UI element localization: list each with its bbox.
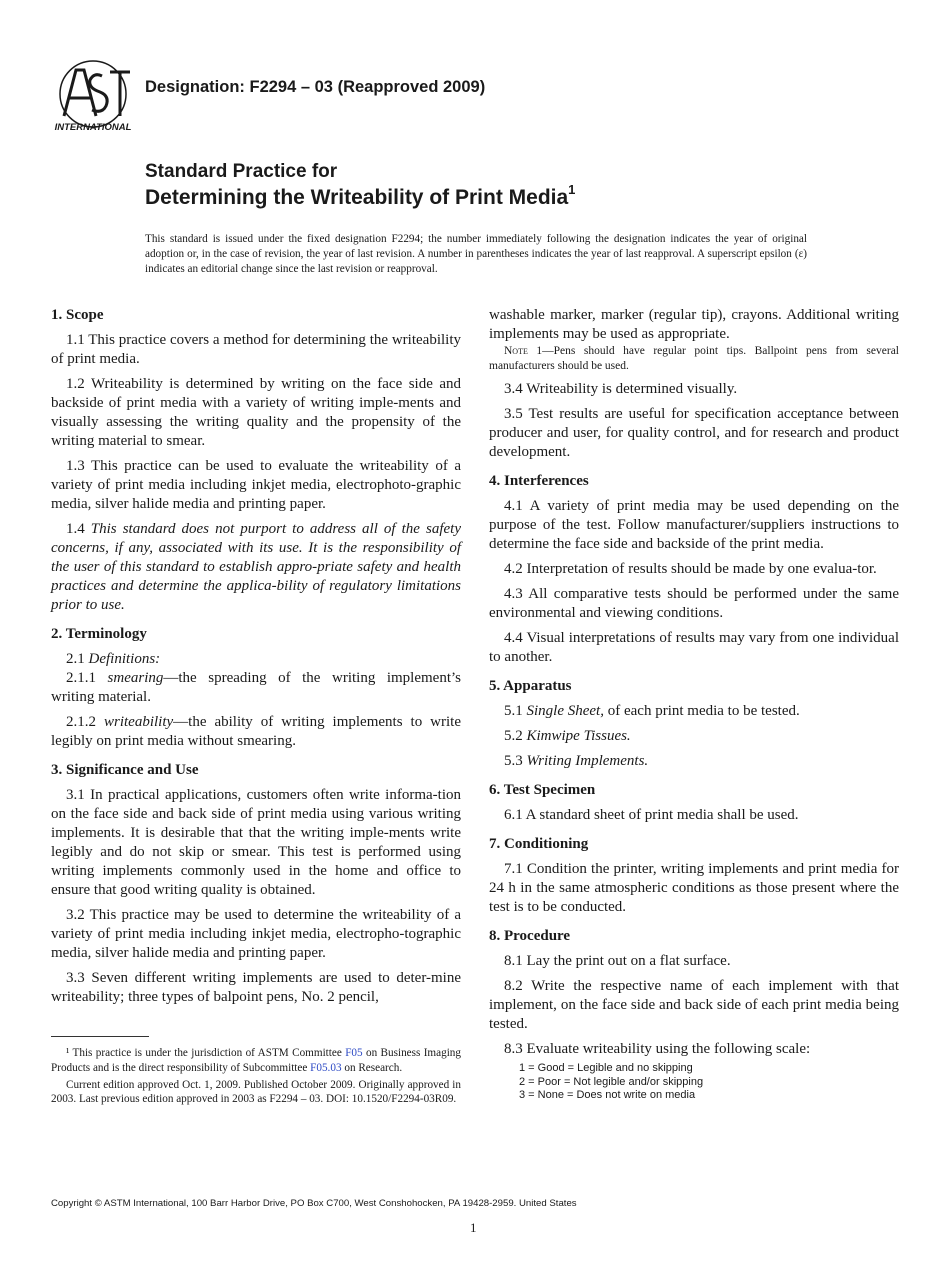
paragraph: 1.3 This practice can be used to evaluate the writeability of a variety of print media including inkjet media, electrophoto-graphic media, silver halide media and printing paper. xyxy=(51,458,461,512)
footnote-rule xyxy=(51,1036,149,1037)
title-line-2 xyxy=(145,184,575,210)
subcommittee-link[interactable]: F05.03 xyxy=(310,1061,342,1074)
paragraph: 7.1 Condition the printer, writing implements and print media for 24 h in the same atmospheric conditions as those present where the test is to be conducted. xyxy=(489,861,899,915)
designation: Designation: F2294 – 03 (Reapproved 2009) xyxy=(145,78,486,96)
section-heading: 7. Conditioning xyxy=(489,836,589,852)
paragraph: 3.2 This practice may be used to determine the writeability of a variety of print media including inkjet media, electropho-tographic media, silver halide media and printing paper. xyxy=(51,907,461,961)
section-heading: 6. Test Specimen xyxy=(489,782,596,798)
intro-paragraph: This standard is issued under the fixed designation F2294; the number immediately following the designation indicates the year of original adoption or, in the case of revision, the year of last revision. A number in parentheses indicates the year of last reapproval. A superscript epsilon (ε) indicates an editorial change since the last revision or reapproval. xyxy=(145,233,807,275)
paragraph: 5.2 Kimwipe Tissues. xyxy=(504,728,631,744)
paragraph: 1.4 This standard does not purport to address all of the safety concerns, if any, associated with its use. It is the responsibility of the user of this standard to establish appro-priate safety and health practices and determine the applica-bility of regulatory limitations prior to use. xyxy=(51,521,461,613)
logo-text: INTERNATIONAL xyxy=(54,122,132,132)
paragraph: 3.3 Seven different writing implements are used to deter-mine writeability; three types of balpoint pens, No. 2 pencil, xyxy=(51,970,461,1005)
rating-scale xyxy=(489,1062,899,1103)
scale-item: 3 = None = Does not write on media xyxy=(519,1089,696,1101)
footnotes xyxy=(51,1046,461,1109)
astm-logo xyxy=(50,58,136,132)
title-line-1: Standard Practice for xyxy=(145,161,338,182)
paragraph: 2.1.1 smearing—the spreading of the writing implement’s writing material. xyxy=(51,670,462,705)
paragraph: 4.1 A variety of print media may be used depending on the purpose of the test. Follow manufacturer/suppliers instructions to determine the face side and backside of the print media. xyxy=(489,498,899,552)
paragraph: 8.2 Write the respective name of each implement with that implement, on the face side and back side of each print media being tested. xyxy=(489,978,899,1032)
left-column xyxy=(51,306,461,1013)
note: Note 1—Pens should have regular point tips. Ballpoint pens from several manufacturers should be used. xyxy=(489,345,899,372)
paragraph: 8.3 Evaluate writeability using the following scale: xyxy=(504,1041,811,1057)
scale-item: 1 = Good = Legible and no skipping xyxy=(519,1062,693,1074)
footnote-1: ¹ This practice is under the jurisdiction of ASTM Committee F05 on Business Imaging Products and is the direct responsibility of Subcommittee F05.03 on Research. xyxy=(51,1047,461,1074)
section-heading: 5. Apparatus xyxy=(489,678,572,694)
paragraph: 8.1 Lay the print out on a flat surface. xyxy=(504,953,731,969)
paragraph: 5.1 Single Sheet, of each print media to be tested. xyxy=(504,703,800,719)
paragraph: 3.5 Test results are useful for specification acceptance between producer and user, for quality control, and for research and product development. xyxy=(489,406,899,460)
section-heading: 2. Terminology xyxy=(51,626,147,642)
section-heading: 3. Significance and Use xyxy=(51,762,199,778)
paragraph: 4.4 Visual interpretations of results may vary from one individual to another. xyxy=(489,630,899,665)
paragraph: 1.2 Writeability is determined by writing on the face side and backside of print media with a variety of writing imple-ments and visually assessing the writing quality and the propensity of the writing material to smear. xyxy=(51,376,461,449)
paragraph: 2.1.2 writeability—the ability of writing implements to write legibly on print media without smearing. xyxy=(51,714,461,749)
copyright: Copyright © ASTM International, 100 Barr Harbor Drive, PO Box C700, West Conshohocken, PA 19428-2959. United States xyxy=(51,1198,577,1209)
paragraph: 4.3 All comparative tests should be performed under the same environmental and viewing conditions. xyxy=(489,586,899,621)
right-column xyxy=(489,306,899,1103)
committee-link[interactable]: F05 xyxy=(345,1047,363,1059)
paragraph: 3.4 Writeability is determined visually. xyxy=(504,381,738,397)
section-heading: 1. Scope xyxy=(51,307,104,323)
paragraph: 2.1 Definitions: xyxy=(66,651,161,667)
paragraph: 4.2 Interpretation of results should be made by one evalua-tor. xyxy=(504,561,877,577)
section-heading: 8. Procedure xyxy=(489,928,571,944)
paragraph: washable marker, marker (regular tip), crayons. Additional writing implements may be used as appropriate. xyxy=(489,307,899,342)
page-number: 1 xyxy=(470,1220,477,1235)
section-heading: 4. Interferences xyxy=(489,473,589,489)
footnote-2: Current edition approved Oct. 1, 2009. Published October 2009. Originally approved in 2003. Last previous edition approved in 2003 as F2294 – 03. DOI: 10.1520/F2294-03R09. xyxy=(51,1078,461,1106)
title-footnote-mark: 1 xyxy=(568,182,576,197)
paragraph: 3.1 In practical applications, customers often write informa-tion on the face side and back side of print media using various writing implements. It is desirable that that the writing imple-ments write legibly and do not skip or smear. This test is performed using writing implements commonly used in the home and office to ensure that good writing quality is obtained. xyxy=(51,787,461,898)
paragraph: 5.3 Writing Implements. xyxy=(504,753,649,769)
title-text: Determining the Writeability of Print Media xyxy=(145,186,569,209)
paragraph: 6.1 A standard sheet of print media shall be used. xyxy=(504,807,799,823)
paragraph: 1.1 This practice covers a method for determining the writeability of print media. xyxy=(51,332,461,367)
scale-item: 2 = Poor = Not legible and/or skipping xyxy=(519,1075,704,1088)
